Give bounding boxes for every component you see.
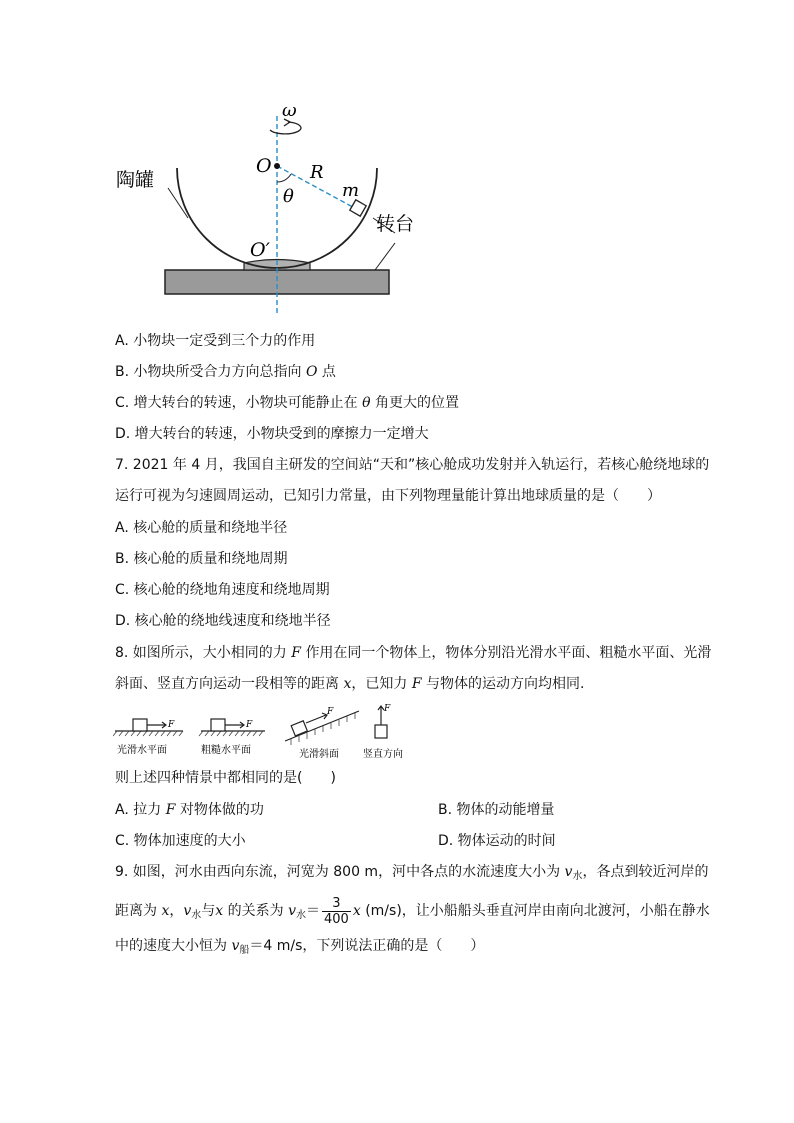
q8-option-d: D. 物体运动的时间	[438, 833, 556, 849]
small-block	[350, 200, 366, 216]
q6-option-c: C. 增大转台的转速，小物块可能静止在 θ 角更大的位置	[115, 395, 460, 411]
q9-stem-line2: 距离为 x，$v_水$与x 的关系为 $v_水=$ $\frac{3}{400}$ x (m/s)，让小船船头垂直河岸由南向北渡河，小船在静水	[115, 895, 710, 927]
theta-label: θ	[283, 186, 294, 207]
scenario-vertical	[363, 704, 403, 760]
center-point	[274, 163, 280, 169]
q7-stem-line1: 7. 2021 年 4 月，我国自主研发的空间站“天和”核心舱成功发射并入轨运行，若核心舱绕地球的	[115, 457, 710, 473]
bowl-turntable-figure	[110, 98, 430, 333]
svg-text:F: F	[327, 707, 334, 717]
o-label: O	[256, 155, 272, 177]
omega-label: ω	[282, 100, 297, 121]
q6-option-b: B. 小物块所受合力方向总指向 O 点	[115, 364, 336, 380]
svg-text:F: F	[168, 720, 175, 730]
q6-option-d: D. 增大转台的转速，小物块受到的摩擦力一定增大	[115, 426, 429, 442]
svg-text:F: F	[246, 720, 253, 730]
q8-stem-line1: 8. 如图所示，大小相同的力 F 作用在同一个物体上，物体分别沿光滑水平面、粗糙水平面、光滑	[115, 645, 712, 661]
q7-option-d: D. 核心舱的绕地线速度和绕地半径	[115, 613, 331, 629]
q8-option-c: C. 物体加速度的大小	[115, 833, 246, 849]
scenario-smooth-incline	[285, 707, 359, 760]
svg-text:F: F	[384, 704, 391, 714]
q8-stem-line2: 斜面、竖直方向运动一段相等的距离 x，已知力 F 与物体的运动方向均相同.	[115, 676, 585, 692]
scenario-smooth-horizontal	[113, 719, 183, 756]
fraction-3-over-400: $\frac{3}{400}$	[324, 895, 349, 927]
q7-option-c: C. 核心舱的绕地角速度和绕地周期	[115, 582, 330, 598]
label-vertical: 竖直方向	[363, 749, 403, 760]
theta-arc	[277, 174, 291, 182]
q7-option-a: A. 核心舱的质量和绕地半径	[115, 520, 288, 536]
o-prime-label: O′	[250, 239, 270, 261]
four-scenarios-figure	[113, 703, 413, 761]
scenario-rough-horizontal	[199, 719, 265, 756]
label-rough-horizontal: 粗糙水平面	[201, 745, 251, 756]
q8-option-b: B. 物体的动能增量	[438, 802, 555, 818]
q9-stem-line1: 9. 如图，河水由西向东流，河宽为 800 m，河中各点的水流速度大小为 $v_水$，各点到较近河岸的	[115, 864, 709, 882]
q8-question: 则上述四种情景中都相同的是( )	[115, 770, 336, 786]
pot-label: 陶罐	[116, 169, 155, 191]
turntable-label: 转台	[376, 213, 415, 235]
q9-stem-line3: 中的速度大小恒为 $v_船=4$ m/s，下列说法正确的是（ ）	[115, 938, 485, 956]
label-smooth-horizontal: 光滑水平面	[117, 745, 167, 756]
rotation-arrow-icon	[270, 122, 301, 134]
q8-option-a: A. 拉力 F 对物体做的功	[115, 802, 264, 818]
r-label: R	[310, 162, 324, 183]
label-smooth-incline: 光滑斜面	[299, 749, 339, 760]
q7-stem-line2: 运行可视为匀速圆周运动，已知引力常量，由下列物理量能计算出地球质量的是（ ）	[115, 488, 661, 504]
q6-option-a: A. 小物块一定受到三个力的作用	[115, 333, 316, 349]
m-label: m	[342, 180, 360, 201]
turntable-base	[165, 270, 389, 294]
q7-option-b: B. 核心舱的质量和绕地周期	[115, 551, 288, 567]
